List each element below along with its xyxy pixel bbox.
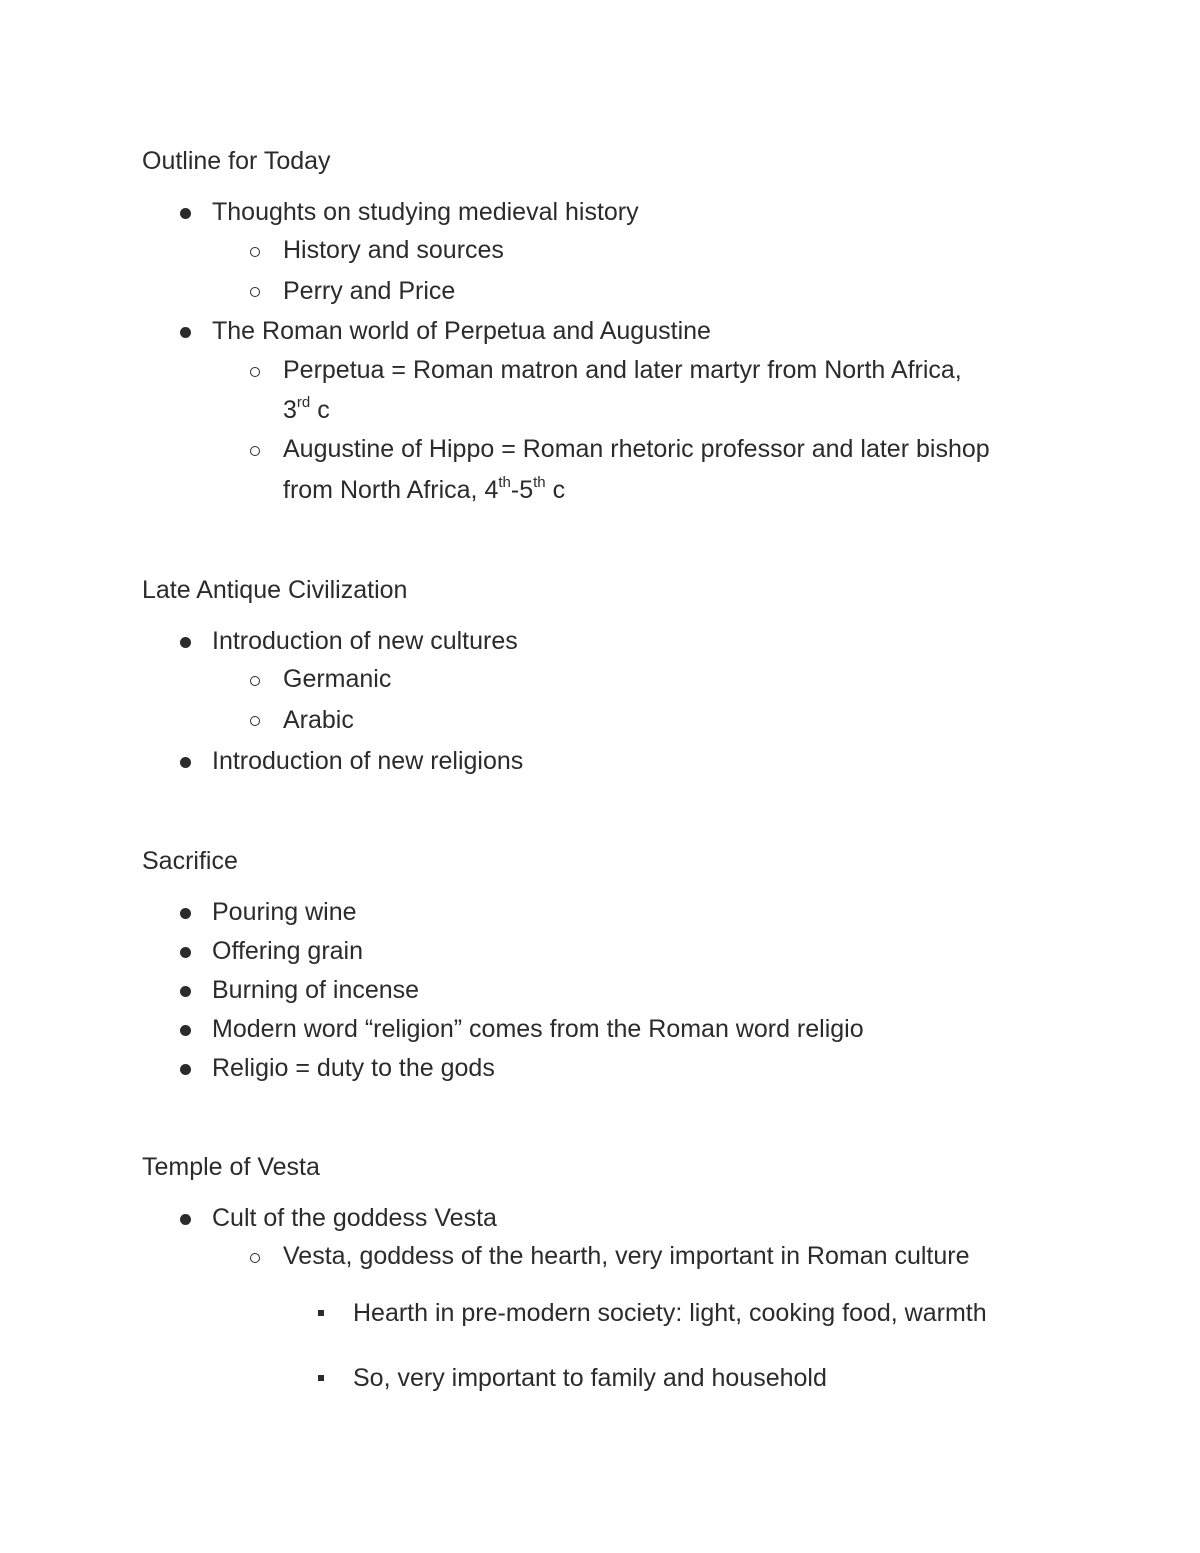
continuation-text: c <box>545 476 566 504</box>
bullet-icon <box>180 908 191 919</box>
bullet-icon <box>180 1064 191 1075</box>
sub-list-item: Arabic <box>283 706 354 734</box>
bullet-icon <box>180 327 191 338</box>
sub-list-item-continuation <box>283 393 330 424</box>
square-bullet-icon <box>318 1375 324 1381</box>
bullet-icon <box>180 1025 191 1036</box>
sub-sub-list-item: Hearth in pre-modern society: light, cooking food, warmth <box>353 1299 987 1327</box>
list-item: Introduction of new religions <box>212 747 524 775</box>
sub-list-item-continuation <box>283 473 566 504</box>
sub-sub-list-item: So, very important to family and household <box>353 1364 827 1392</box>
bullet-icon <box>180 208 191 219</box>
bullet-icon <box>180 986 191 997</box>
ordinal-number: 3 <box>283 396 297 424</box>
continuation-text: c <box>310 396 330 424</box>
circle-bullet-icon <box>250 716 260 726</box>
sub-list-item: Augustine of Hippo = Roman rhetoric professor and later bishop <box>283 435 990 463</box>
sub-list-item: Germanic <box>283 665 392 693</box>
list-item: Pouring wine <box>212 898 357 926</box>
list-item: Introduction of new cultures <box>212 627 518 655</box>
superscript: th <box>533 473 546 491</box>
circle-bullet-icon <box>250 446 260 456</box>
section-heading-vesta: Temple of Vesta <box>142 1153 320 1181</box>
continuation-text: from North Africa, 4 <box>283 476 499 504</box>
bullet-icon <box>180 947 191 958</box>
list-item: Offering grain <box>212 937 364 965</box>
list-item: Modern word “religion” comes from the Roman word religio <box>212 1015 864 1043</box>
section-heading-outline: Outline for Today <box>142 147 331 175</box>
bullet-icon <box>180 637 191 648</box>
circle-bullet-icon <box>250 287 260 297</box>
list-item: Religio = duty to the gods <box>212 1054 495 1082</box>
sub-list-item: Vesta, goddess of the hearth, very important in Roman culture <box>283 1242 970 1270</box>
list-item: Cult of the goddess Vesta <box>212 1204 497 1232</box>
circle-bullet-icon <box>250 1253 260 1263</box>
bullet-icon <box>180 1214 191 1225</box>
list-item: Burning of incense <box>212 976 420 1004</box>
list-item: Thoughts on studying medieval history <box>212 198 639 226</box>
section-heading-late-antique: Late Antique Civilization <box>142 576 408 604</box>
list-item: The Roman world of Perpetua and Augustine <box>212 317 711 345</box>
circle-bullet-icon <box>250 367 260 377</box>
section-heading-sacrifice: Sacrifice <box>142 847 238 875</box>
superscript: rd <box>296 393 311 411</box>
circle-bullet-icon <box>250 247 260 257</box>
bullet-icon <box>180 757 191 768</box>
circle-bullet-icon <box>250 676 260 686</box>
sub-list-item: Perry and Price <box>283 277 456 305</box>
superscript: th <box>498 473 511 491</box>
continuation-text: -5 <box>510 476 534 504</box>
sub-list-item: History and sources <box>283 236 504 264</box>
sub-list-item: Perpetua = Roman matron and later martyr from North Africa, <box>283 356 962 384</box>
square-bullet-icon <box>318 1310 324 1316</box>
